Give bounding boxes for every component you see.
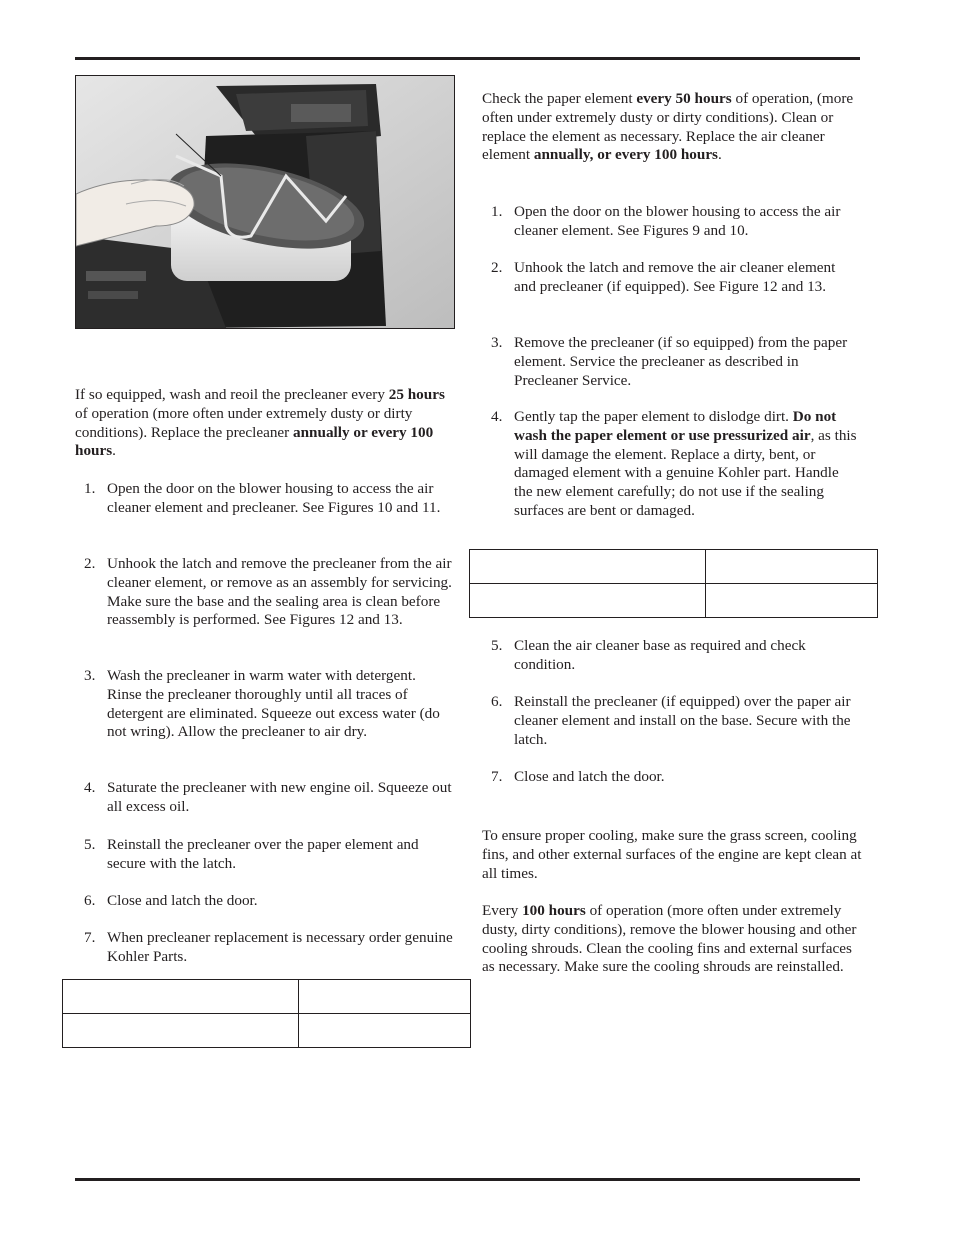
list-item: 5. Clean the air cleaner base as required and check condition. xyxy=(491,637,806,673)
list-item: 4. Gently tap the paper element to dislodge dirt. Do not wash the paper element or use pressurized air, as this will damage the element. Replace a dirty, bent, or damaged element with a genuine Kohler part. Handle the new element carefully; do not use if the sealing surfaces are bent or damaged. xyxy=(491,408,857,519)
table-cell xyxy=(706,550,878,584)
precleaner-service-intro: If so equipped, wash and reoil the precleaner every 25 hours of operation (more often under extremely dusty or dirty conditions). Replace the precleaner annually or every 100 hours. xyxy=(75,386,445,460)
list-item: 7. When precleaner replacement is necessary order genuine Kohler Parts. xyxy=(84,929,453,965)
table-cell xyxy=(299,1014,471,1048)
list-item: 2. Unhook the latch and remove the air cleaner element and precleaner (if equipped). See Figure 12 and 13. xyxy=(491,259,836,295)
list-item: 3. Remove the precleaner (if so equipped) from the paper element. Service the precleaner as described in Precleaner Service. xyxy=(491,334,848,389)
list-item: 6. Close and latch the door. xyxy=(84,892,258,909)
table-row xyxy=(470,550,878,584)
table-row xyxy=(470,584,878,618)
list-item: 1. Open the door on the blower housing to access the air cleaner element and precleaner. See Figures 10 and 11. xyxy=(84,480,441,516)
header-rule xyxy=(75,57,860,60)
list-item: 7. Close and latch the door. xyxy=(491,768,665,785)
table-row xyxy=(63,980,471,1014)
table-row xyxy=(63,1014,471,1048)
table-cell xyxy=(63,980,299,1014)
paper-element-intro: Check the paper element every 50 hours of operation, (more often under extremely dusty or dirty conditions). Clean or replace the element as necessary. Replace the air cleaner element annually, or every 100 hours. xyxy=(482,90,854,164)
air-cleaner-photo xyxy=(75,75,455,329)
table-cell xyxy=(706,584,878,618)
list-item: 1. Open the door on the blower housing to access the air cleaner element. See Figures 9 and 10. xyxy=(491,203,841,239)
list-item: 3. Wash the precleaner in warm water with detergent. Rinse the precleaner thoroughly until all traces of detergent are eliminated. Squeeze out excess water (do not wring). Allow the precleaner to air dry. xyxy=(84,667,440,741)
list-item: 5. Reinstall the precleaner over the paper element and secure with the latch. xyxy=(84,836,419,872)
cooling-paragraph: To ensure proper cooling, make sure the grass screen, cooling fins, and other external surfaces of the engine are kept clean at all times. xyxy=(482,827,862,882)
list-item: 2. Unhook the latch and remove the precleaner from the air cleaner element, or remove as an assembly for servicing. Make sure the base and the sealing area is clean before reassembly is performed. See Figures 12 and 13. xyxy=(84,555,452,629)
table-cell xyxy=(63,1014,299,1048)
list-item: 4. Saturate the precleaner with new engine oil. Squeeze out all excess oil. xyxy=(84,779,452,815)
parts-table xyxy=(469,549,878,618)
table-cell xyxy=(470,584,706,618)
footer-rule xyxy=(75,1178,860,1181)
cooling-schedule-paragraph: Every 100 hours of operation (more often under extremely dusty, dirty conditions), remove the blower housing and other cooling shrouds. Clean the cooling fins and external surfaces as necessary. Make sure the cooling shrouds are reinstalled. xyxy=(482,902,857,976)
table-cell xyxy=(470,550,706,584)
table-cell xyxy=(299,980,471,1014)
parts-table xyxy=(62,979,471,1048)
list-item: 6. Reinstall the precleaner (if equipped) over the paper air cleaner element and install on the base. Secure with the latch. xyxy=(491,693,851,748)
